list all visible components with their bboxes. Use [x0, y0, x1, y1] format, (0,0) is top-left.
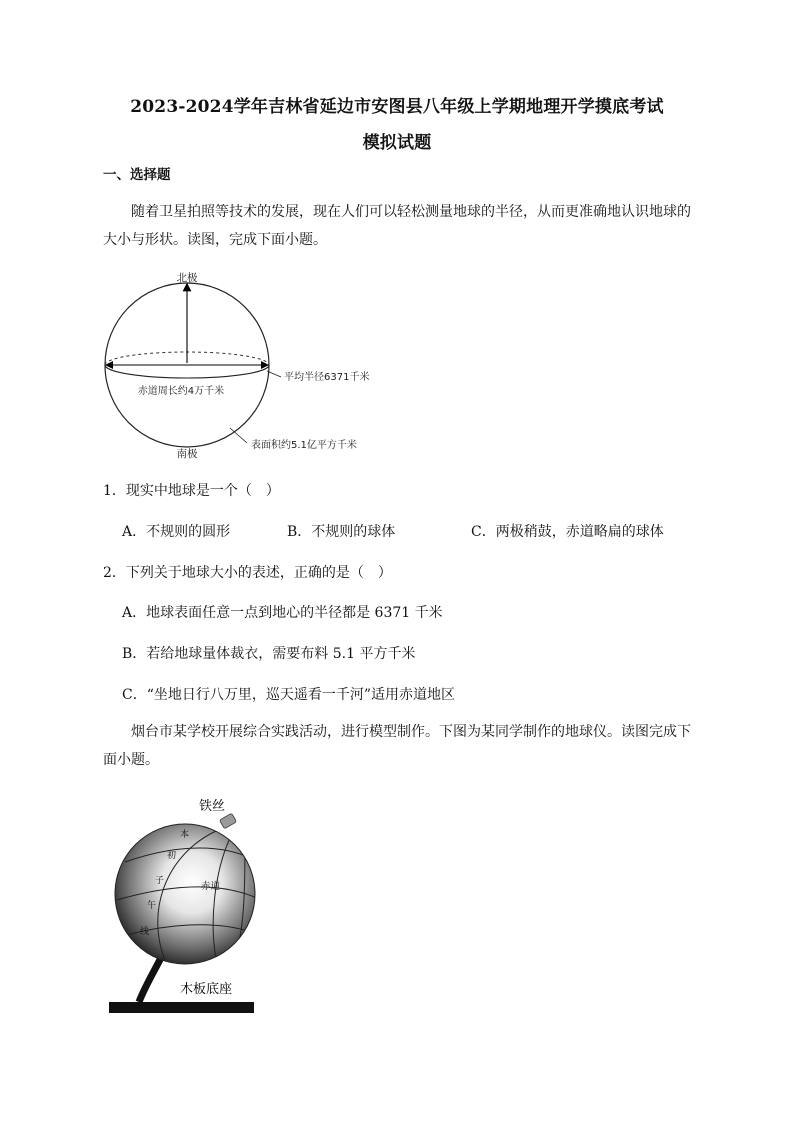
question-1-option-a: A．不规则的圆形: [122, 524, 231, 540]
question-1-option-c: C．两极稍鼓，赤道略扁的球体: [471, 524, 664, 540]
question-2-stem: 2．下列关于地球大小的表述，正确的是（ ）: [103, 565, 392, 581]
passage-2: 烟台市某学校开展综合实践活动，进行模型制作。下图为某同学制作的地球仪。读图完成下面小题。: [103, 724, 691, 768]
section-heading: 一、选择题: [103, 167, 171, 183]
question-2-option-c: C．“坐地日行八万里，巡天遥看一千河”适用赤道地区: [122, 687, 456, 703]
wood-base: [109, 1002, 254, 1013]
question-2-option-a: A．地球表面任意一点到地心的半径都是 6371 千米: [122, 605, 443, 621]
area-leader: [230, 428, 247, 443]
equator-front: [105, 365, 269, 378]
south-pole-label: 南极: [176, 448, 198, 460]
question-1-stem: 1．现实中地球是一个（ ）: [103, 483, 280, 499]
question-1-option-b: B．不规则的球体: [287, 524, 396, 540]
prime-meridian-char-2: 初: [167, 851, 177, 861]
prime-meridian-char-5: 线: [140, 927, 150, 937]
radius-label: 平均半径6371千米: [284, 372, 370, 383]
page-title-line2: 模拟试题: [362, 133, 432, 153]
area-label: 表面积约5.1亿平方千米: [251, 440, 357, 451]
question-2-option-b: B．若给地球量体裁衣，需要布料 5.1 平方千米: [122, 646, 416, 662]
prime-meridian-char-4: 午: [147, 901, 157, 911]
earth-size-figure: [95, 265, 395, 465]
globe-equator-label: 赤道: [201, 881, 221, 892]
passage-1: 随着卫星拍照等技术的发展，现在人们可以轻松测量地球的半径，从而更准确地认识地球的大小与形状。读图，完成下面小题。: [103, 204, 691, 248]
equator-length-label: 赤道周长约4万千米: [137, 386, 225, 397]
wire-cap: [219, 813, 236, 829]
north-pole-label: 北极: [176, 272, 198, 284]
wire-label: 铁丝: [198, 799, 226, 814]
globe-model-figure: [105, 790, 275, 1020]
prime-meridian-char-1: 本: [180, 830, 190, 840]
page-title-line1: 2023-2024学年吉林省延边市安图县八年级上学期地理开学摸底考试: [130, 97, 664, 117]
globe-sphere: [115, 824, 255, 964]
prime-meridian-char-3: 子: [155, 876, 165, 886]
wood-base-label: 木板底座: [179, 982, 233, 997]
